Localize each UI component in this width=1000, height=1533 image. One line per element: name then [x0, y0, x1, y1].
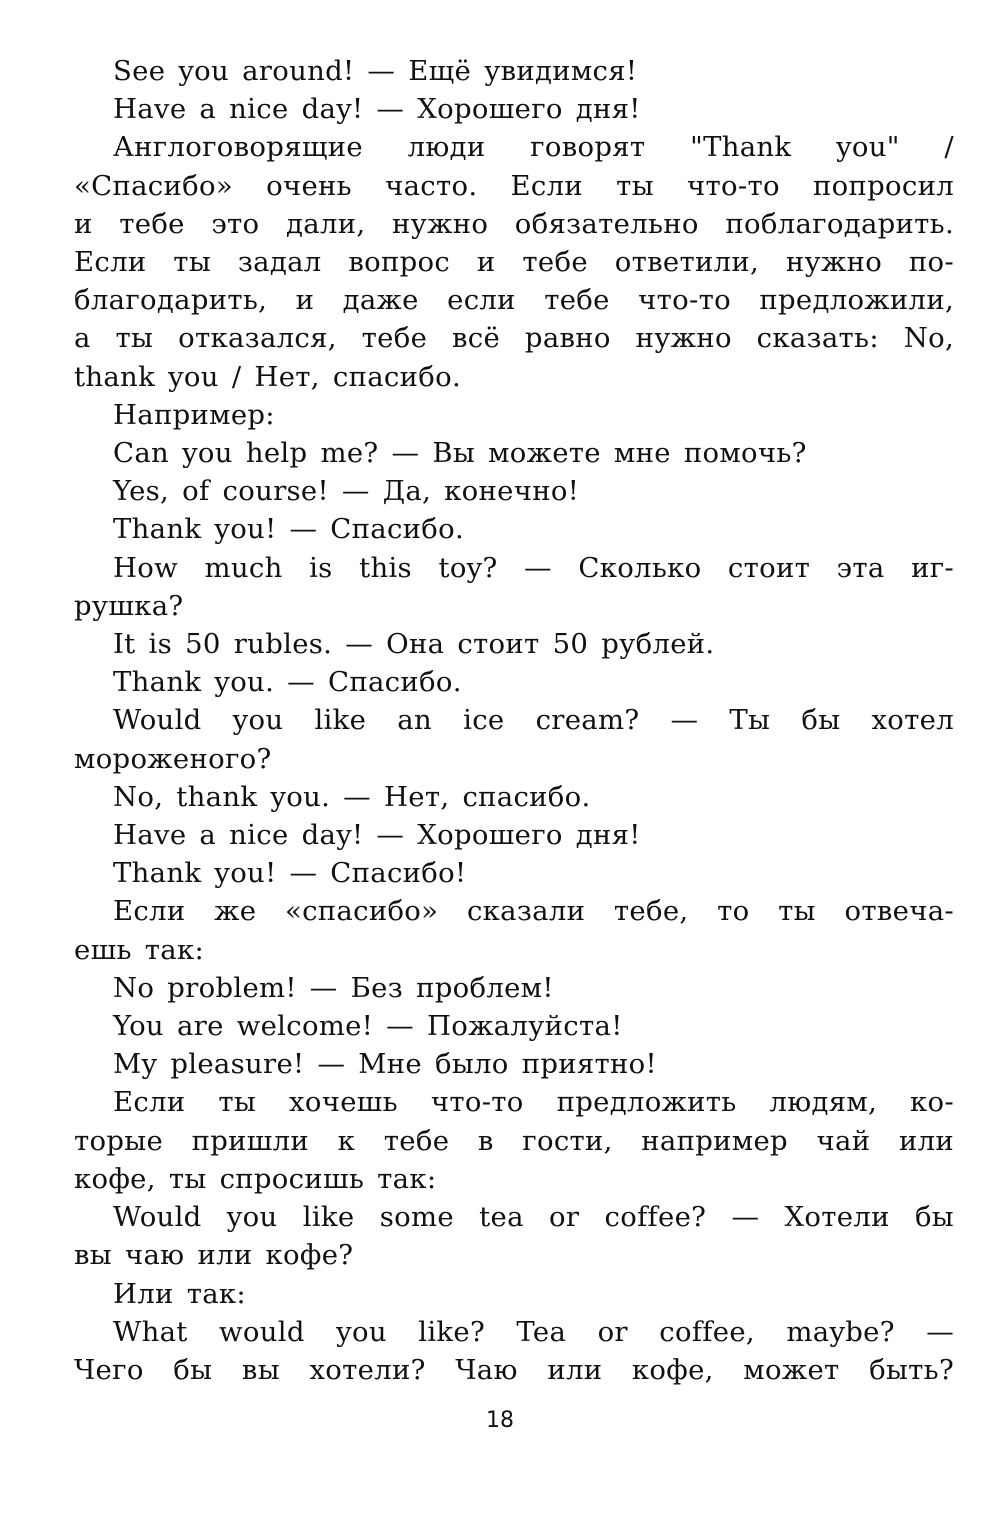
text-line: What would you like? Tea or coffee, maybe? —	[113, 1315, 954, 1348]
text-line: а ты отказался, тебе всё равно нужно сказать: No,	[74, 322, 954, 355]
text-line: It is 50 rubles. — Она стоит 50 рублей.	[113, 628, 715, 661]
text-line: You are welcome! — Пожалуйста!	[113, 1010, 623, 1043]
text-line: Can you help me? — Вы можете мне помочь?	[113, 437, 807, 470]
text-line: Например:	[113, 398, 275, 431]
text-line: рушка?	[74, 589, 184, 622]
text-line: My pleasure! — Мне было приятно!	[113, 1048, 657, 1081]
text-line: Thank you! — Спасибо.	[113, 513, 465, 546]
text-line: «Спасибо» очень часто. Если ты что-то попросил	[74, 169, 954, 202]
text-line: Если же «спасибо» сказали тебе, то ты отвеча-	[113, 895, 954, 928]
text-line: мороженого?	[74, 742, 272, 775]
text-line: Thank you. — Спасибо.	[113, 666, 462, 699]
text-line: Would you like some tea or coffee? — Хотели бы	[113, 1201, 954, 1234]
text-line: No problem! — Без проблем!	[113, 971, 554, 1004]
text-line: Или так:	[113, 1277, 246, 1310]
page-number: 18	[486, 1408, 514, 1433]
text-line: Would you like an ice cream? — Ты бы хотел	[113, 704, 954, 737]
text-line: Have a nice day! — Хорошего дня!	[113, 819, 641, 852]
page-body	[74, 52, 954, 1389]
text-line: кофе, ты спросишь так:	[74, 1162, 437, 1195]
text-block	[74, 52, 954, 1389]
text-line: Чего бы вы хотели? Чаю или кофе, может быть?	[74, 1353, 954, 1386]
text-line: Англоговорящие люди говорят "Thank you" /	[113, 131, 954, 164]
text-line: Have a nice day! — Хорошего дня!	[113, 93, 641, 126]
text-line: How much is this toy? — Сколько стоит эта иг-	[113, 551, 954, 584]
text-line: See you around! — Ещё увидимся!	[113, 55, 638, 87]
text-line: Если ты задал вопрос и тебе ответили, нужно по-	[74, 246, 954, 279]
text-line: благодарить, и даже если тебе что-то предложили,	[74, 284, 954, 317]
text-line: Thank you! — Спасибо!	[113, 857, 467, 890]
text-line: thank you / Нет, спасибо.	[74, 360, 461, 393]
text-line: торые пришли к тебе в гости, например чай или	[74, 1124, 954, 1157]
text-line: Если ты хочешь что-то предложить людям, ко-	[113, 1086, 954, 1119]
text-line: Yes, of course! — Да, конечно!	[113, 475, 580, 508]
text-line: вы чаю или кофе?	[74, 1239, 354, 1272]
text-line: ешь так:	[74, 933, 205, 966]
text-line: и тебе это дали, нужно обязательно поблагодарить.	[74, 207, 954, 240]
text-line: No, thank you. — Нет, спасибо.	[113, 780, 591, 813]
